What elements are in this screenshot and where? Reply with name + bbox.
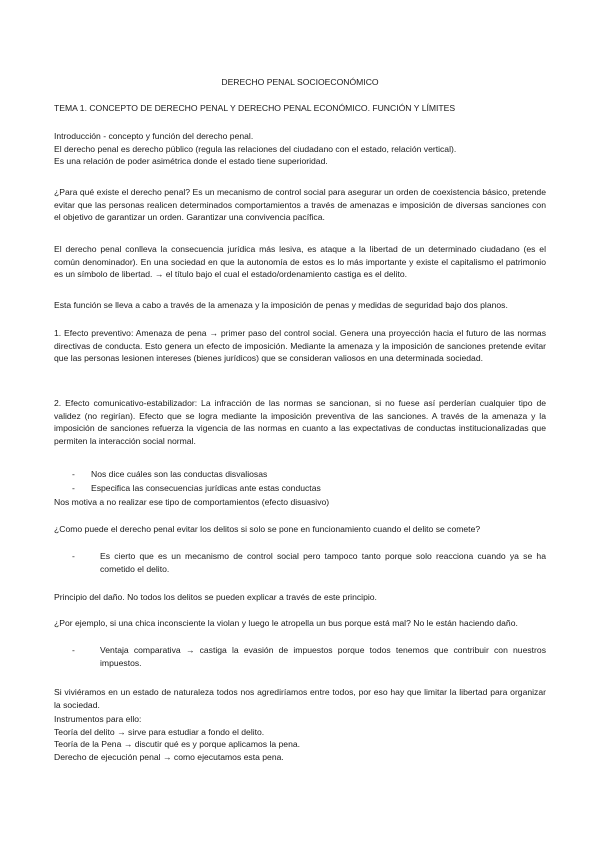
nature-paragraph: Si viviéramos en un estado de naturaleza todos nos agrediríamos entre todos, por eso hay que limitar la libertad para organizar la sociedad. — [54, 687, 546, 710]
question-two: ¿Como puede el derecho penal evitar los delitos si solo se pone en funcionamiento cuando el delito se comete? — [54, 524, 481, 534]
bullet-item: Ventaja comparativa → castiga la evasión de impuestos porque todos tenemos que contribuir con nuestros impuestos. — [100, 645, 546, 668]
bullet-item: Es cierto que es un mecanismo de control social pero tampoco tanto porque solo reacciona cuando ya se ha cometido el delito. — [100, 551, 546, 574]
topic-heading: TEMA 1. CONCEPTO DE DERECHO PENAL Y DERECHO PENAL ECONÓMICO. FUNCIÓN Y LÍMITES — [54, 103, 456, 113]
effect-preventive: 1. Efecto preventivo: Amenaza de pena → primer paso del control social. Genera una proyección hacia el futuro de las normas directivas de conducta. Esto genera un efecto de imposición. Mediante la amenaza y la imposición de sanciones pretende evitar que las personas lesionen intereses (bienes jurídicos) que se consideran valiosos en una determinada sociedad. — [54, 328, 546, 364]
instrument-item: Teoría de la Pena → discutir qué es y porque aplicamos la pena. — [54, 739, 301, 750]
paragraph-why: ¿Para qué existe el derecho penal? Es un mecanismo de control social para asegurar un orden de coexistencia básico, pretende evitar que las personas realicen determinados comportamientos a través de amenazas e imposición de diversas sanciones con el objetivo de garantizar un orden. Garantizar una convivencia pacífica. — [54, 187, 546, 223]
instruments-title: Instrumentos para ello: — [54, 714, 142, 724]
bullet-item: Especifica las consecuencias jurídicas ante estas conductas — [91, 483, 321, 493]
intro-line: Es una relación de poder asimétrica donde el estado tiene superioridad. — [54, 156, 328, 167]
document-title: DERECHO PENAL SOCIOECONÓMICO — [221, 77, 379, 87]
bullet-marker: - — [72, 469, 75, 479]
paragraph-consequence: El derecho penal conlleva la consecuencia jurídica más lesiva, es ataque a la libertad de un determinado ciudadano (es el común denominador). En una sociedad en que la autonomía de estos es lo más importante y existe el capitalismo el patrimonio es un símbolo de libertad. → el título bajo el cual el estado/ordenamiento castiga es el delito. — [54, 244, 546, 280]
bullet-marker: - — [72, 645, 75, 655]
bullet-marker: - — [72, 483, 75, 493]
paragraph-function: Esta función se lleva a cabo a través de la amenaza y la imposición de penas y medidas de seguridad bajo dos planos. — [54, 300, 508, 310]
intro-section — [54, 130, 546, 168]
bullet-item: Nos dice cuáles son las conductas disvaliosas — [91, 469, 268, 479]
instrument-item: Teoría del delito → sirve para estudiar a fondo el delito. — [54, 726, 265, 737]
intro-line: Introducción - concepto y función del derecho penal. — [54, 131, 254, 141]
bullet-marker: - — [72, 551, 75, 561]
intro-line: El derecho penal es derecho público (regula las relaciones del ciudadano con el estado, relación vertical). — [54, 143, 457, 154]
motivation-line: Nos motiva a no realizar ese tipo de comportamientos (efecto disuasivo) — [54, 497, 330, 507]
principle-line: Principio del daño. No todos los delitos se pueden explicar a través de este principio. — [54, 592, 377, 602]
example-line: ¿Por ejemplo, si una chica inconsciente la violan y luego le atropella un bus porque está mal? No le están haciendo daño. — [54, 618, 518, 628]
effect-communicative: 2. Efecto comunicativo-estabilizador: La infracción de las normas se sancionan, si no fuese así perderían cualquier tipo de validez (no regirían). Efecto que se logra mediante la imposición preventiva de las sanciones. A través de la amenaza y la imposición de sanciones refuerza la vigencia de las normas en cuanto a las expectativas de conductas institucionalizadas que permiten la interacción social normal. — [54, 398, 546, 447]
instrument-item: Derecho de ejecución penal → como ejecutamos esta pena. — [54, 752, 284, 763]
instruments-section — [54, 713, 546, 764]
